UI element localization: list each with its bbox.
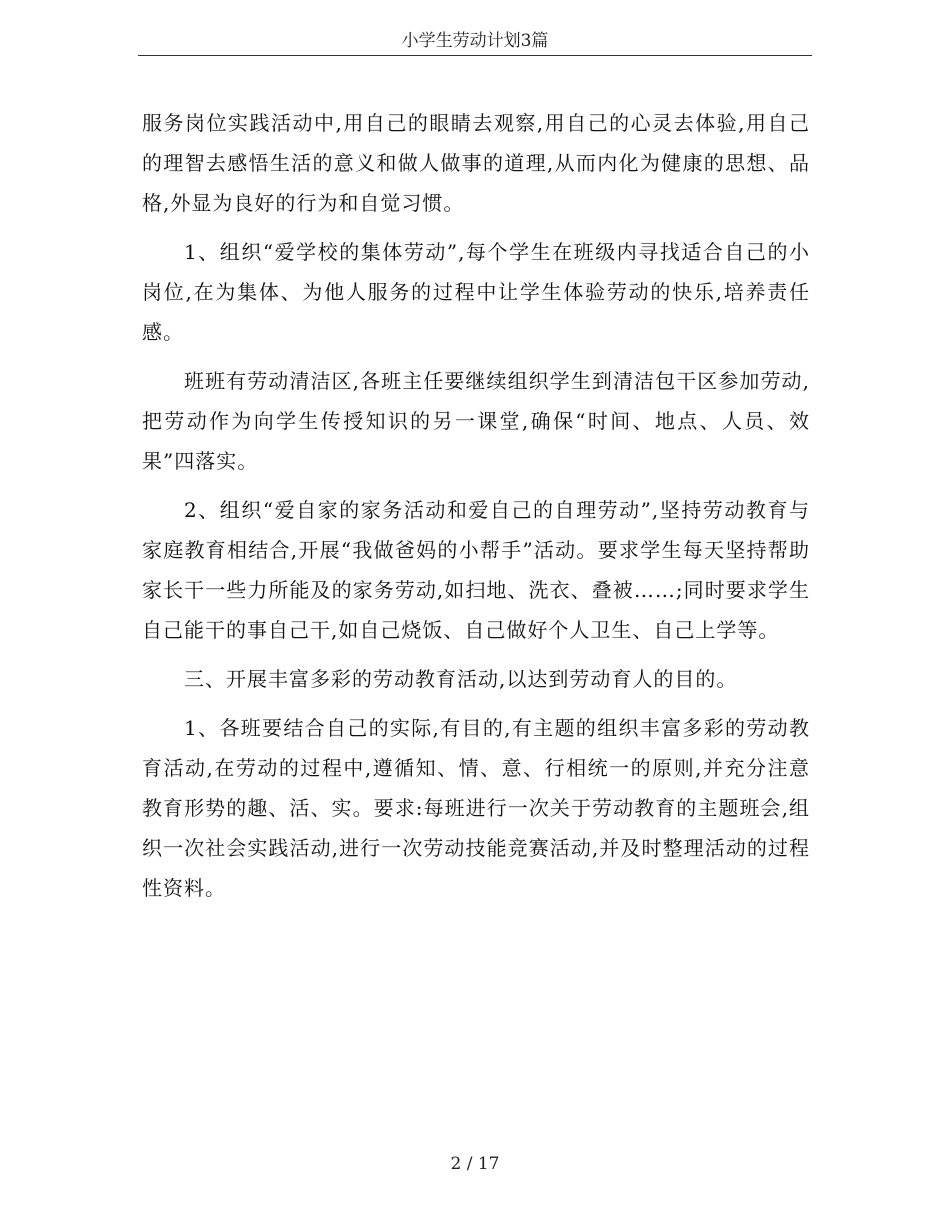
document-body: [142, 103, 810, 917]
paragraph-5: 三、开展丰富多彩的劳动教育活动,以达到劳动育人的目的。: [184, 667, 738, 691]
document-header-title: 小学生劳动计划3篇: [401, 31, 549, 51]
header-divider: [138, 55, 812, 56]
paragraph-3: 班班有劳动清洁区,各班主任要继续组织学生到清洁包干区参加劳动,把劳动作为向学生传授知识的另一课堂,确保“时间、地点、人员、效果”四落实。: [142, 369, 810, 473]
page-number: 2 / 17: [450, 1154, 500, 1174]
paragraph-2: 1、组织“爱学校的集体劳动”,每个学生在班级内寻找适合自己的小岗位,在为集体、为他人服务的过程中让学生体验劳动的快乐,培养责任感。: [142, 240, 810, 344]
paragraph-6: 1、各班要结合自己的实际,有目的,有主题的组织丰富多彩的劳动教育活动,在劳动的过程中,遵循知、情、意、行相统一的原则,并充分注意教育形势的趣、活、实。要求:每班进行一次关于劳动教育的主题班会,组织一次社会实践活动,进行一次劳动技能竞赛活动,并及时整理活动的过程性资料。: [142, 716, 810, 900]
paragraph-1: 服务岗位实践活动中,用自己的眼睛去观察,用自己的心灵去体验,用自己的理智去感悟生活的意义和做人做事的道理,从而内化为健康的思想、品格,外显为良好的行为和自觉习惯。: [142, 111, 810, 215]
paragraph-4: 2、组织“爱自家的家务活动和爱自己的自理劳动”,坚持劳动教育与家庭教育相结合,开展“我做爸妈的小帮手”活动。要求学生每天坚持帮助家长干一些力所能及的家务劳动,如扫地、洗衣、叠被……;同时要求学生自己能干的事自己干,如自己烧饭、自己做好个人卫生、自己上学等。: [142, 498, 810, 642]
